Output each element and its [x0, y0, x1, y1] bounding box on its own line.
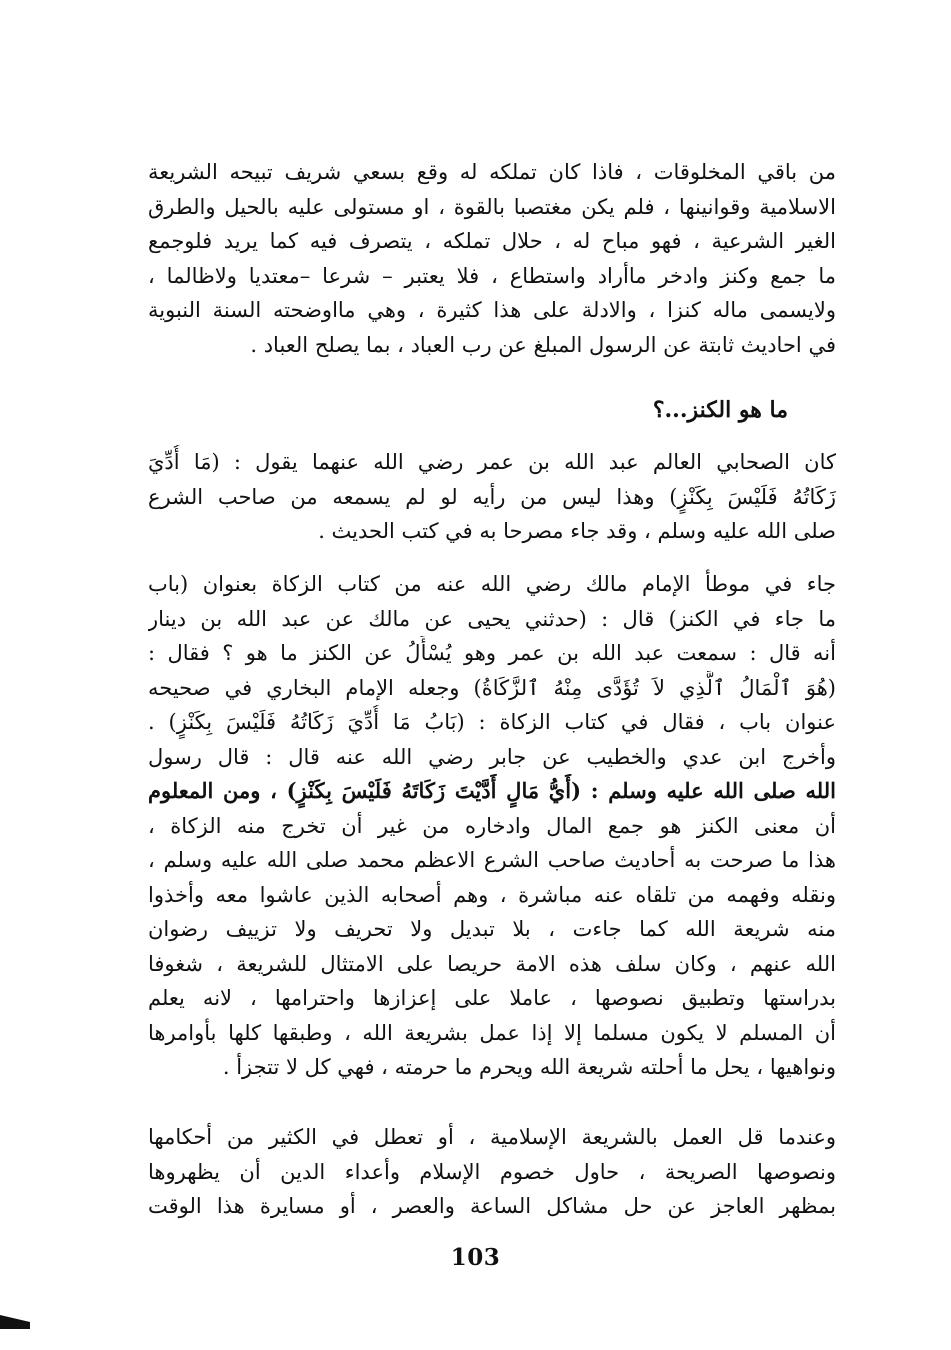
scan-corner-mark — [0, 1315, 30, 1329]
text-line: أن معنى الكنز هو جمع المال وادخاره من غير أن تخرج منه الزكاة ، — [148, 813, 836, 838]
text-line: في احاديث ثابتة عن الرسول المبلغ عن رب العباد ، بما يصلح العباد . — [250, 332, 836, 357]
text-line: زَكَاتُهُ فَلَيْسَ بِكَنْزٍ) وهذا ليس من رأيه لو لم يسمعه من صاحب الشرع — [148, 484, 836, 509]
text-line: ما جاء في الكنز) قال : (حدثني يحيى عن مالك عن عبد الله بن دينار — [148, 606, 836, 631]
text-line: الغير الشرعية ، فهو مباح له ، حلال تملكه ، يتصرف فيه كما يريد فلوجمع — [148, 229, 836, 253]
page-number: 103 — [450, 1244, 501, 1271]
text-line: جاء في موطأ الإمام مالك رضي الله عنه من كتاب الزكاة بعنوان (باب — [148, 572, 836, 596]
text-line: الله صلى الله عليه وسلم : (أَيُّ مَالٍ أَدَّيْتَ زَكَاتَهُ فَلَيْسَ بِكَنْزٍ) ، ومن المعلوم — [148, 778, 836, 803]
text-line: ولايسمى ماله كنزا ، والادلة على هذا كثيرة ، وهي مااوضحته السنة النبوية — [148, 298, 836, 322]
text-line: ونواهيها ، يحل ما أحلته شريعة الله ويحرم ما حرمته ، فهي كل لا تتجزأ . — [222, 1055, 836, 1079]
text-line: الله عنهم ، وكان سلف هذه الامة حريصا على الامتثال للشريعة ، شغوفا — [148, 951, 836, 976]
text-line: وعندما قل العمل بالشريعة الإسلامية ، أو تعطل في الكثير من أحكامها — [148, 1125, 836, 1149]
paragraph-2 — [148, 445, 836, 549]
text-line: عنوان باب ، فقال في كتاب الزكاة : (بَابُ مَا أُدِّيَ زَكَاتُهُ فَلَيْسَ بِكَنْزٍ) . — [148, 710, 836, 734]
text-line: ونقله وفهمه من تلقاه عنه مباشرة ، وهم أصحابه الذين عاشوا معه وأخذوا — [148, 882, 836, 907]
text-line: منه شريعة الله كما جاءت ، بلا تبديل ولا تحريف ولا تزييف رضوان — [148, 917, 836, 941]
text-line: أن المسلم لا يكون مسلما إلا إذا عمل بشريعة الله ، وطبقها كلها بأوامرها — [148, 1020, 836, 1045]
text-line: هذا ما صرحت به أحاديث صاحب الشرع الاعظم محمد صلى الله عليه وسلم ، — [148, 848, 836, 872]
text-line: (هُوَ ٱلْمَالُ ٱلَّذِي لاَ تُؤَدَّى مِنْهُ ٱلزَّكَاةُ) وجعله الإمام البخاري في صحيحه — [148, 675, 836, 700]
text-line: بمظهر العاجز عن حل مشاكل الساعة والعصر ، أو مسايرة هذا الوقت — [148, 1194, 836, 1218]
text-line: ونصوصها الصريحة ، حاول خصوم الإسلام وأعداء الدين أن يظهروها — [148, 1159, 836, 1184]
text-line: صلى الله عليه وسلم ، وقد جاء مصرحا به في كتب الحديث . — [318, 519, 836, 543]
paragraph-3 — [148, 567, 836, 1085]
text-line: الاسلامية وقوانينها ، فلم يكن مغتصبا بالقوة ، او مستولى عليه بالحيل والطرق — [148, 194, 836, 219]
text-line: أنه قال : سمعت عبد الله بن عمر وهو يُسْأَلُ عن الكنز ما هو ؟ فقال : — [148, 641, 836, 665]
paragraph-1 — [148, 155, 836, 362]
text-line: من باقي المخلوقات ، فاذا كان تملكه له وقع بسعي شريف تبيحه الشريعة — [148, 160, 836, 184]
section-heading: ما هو الكنز...؟ — [652, 397, 788, 423]
text-line: وأخرج ابن عدي والخطيب عن جابر رضي الله عنه قال : قال رسول — [148, 744, 836, 769]
text-line: كان الصحابي العالم عبد الله بن عمر رضي الله عنهما يقول : (مَا أُدِّيَ — [148, 450, 836, 474]
paragraph-4 — [148, 1120, 836, 1224]
text-line: ما جمع وكنز وادخر ماأراد واستطاع ، فلا يعتبر – شرعا –معتديا ولاظالما ، — [148, 263, 836, 288]
text-line: بدراستها وتطبيق نصوصها ، عاملا على إعزازها واحترامها ، لانه يعلم — [148, 986, 836, 1010]
